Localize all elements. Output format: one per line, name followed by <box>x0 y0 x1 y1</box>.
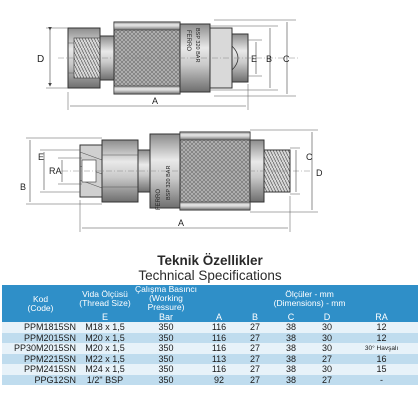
cell-code: PPM2015SN <box>2 333 79 344</box>
header-dimensions <box>201 285 418 312</box>
top-dim-e: E <box>251 54 258 64</box>
cell-ra: 16 <box>345 354 418 365</box>
cell-thread: 1/2" BSP <box>79 375 131 386</box>
bottom-dim-a: A <box>178 218 185 228</box>
cell-pressure: 350 <box>131 375 201 386</box>
header-code-tr: Kod <box>32 293 49 304</box>
cell-b: 27 <box>237 354 273 365</box>
cell-c: 38 <box>273 343 309 354</box>
cell-code: PP30M2015SN <box>2 343 79 354</box>
cell-a: 116 <box>201 322 237 333</box>
header-col-c: C <box>273 312 309 322</box>
table-row <box>2 343 418 354</box>
cell-d: 27 <box>309 354 345 365</box>
top-dim-d: D <box>37 54 45 65</box>
table-row <box>2 375 418 386</box>
bottom-coupling-drawing <box>20 130 323 232</box>
header-dims-en: (Dimensions) - mm <box>273 297 346 308</box>
cell-d: 30 <box>309 364 345 375</box>
cell-code: PPG12SN <box>2 375 79 386</box>
cell-code: PPM2215SN <box>2 354 79 365</box>
cell-a: 113 <box>201 354 237 365</box>
bottom-dim-d: D <box>316 168 323 178</box>
bottom-dim-b: B <box>20 182 27 192</box>
header-col-b: B <box>237 312 273 322</box>
cell-c: 38 <box>273 322 309 333</box>
cell-c: 38 <box>273 333 309 344</box>
top-dim-b: B <box>266 54 273 64</box>
bottom-marking-label: BSP 320 BAR <box>166 165 172 200</box>
cell-d: 27 <box>309 375 345 386</box>
header-pressure-en: (Working Pressure) <box>147 293 185 312</box>
header-col-e: E <box>79 312 131 322</box>
top-dim-c: C <box>283 54 290 64</box>
cell-pressure: 350 <box>131 343 201 354</box>
header-thread-tr: Vida Ölçüsü <box>82 288 128 299</box>
cell-a: 116 <box>201 364 237 375</box>
cell-b: 27 <box>237 322 273 333</box>
cell-ra: 30° Havşalı <box>345 343 418 354</box>
bottom-dim-ra: RA <box>49 166 62 176</box>
cell-pressure: 350 <box>131 333 201 344</box>
cell-c: 38 <box>273 354 309 365</box>
cell-ra: 12 <box>345 322 418 333</box>
cell-thread: M18 x 1,5 <box>79 322 131 333</box>
header-pressure <box>131 285 201 312</box>
header-dims-tr: Ölçüler - mm <box>285 288 334 299</box>
cell-thread: M20 x 1,5 <box>79 333 131 344</box>
cell-b: 27 <box>237 333 273 344</box>
cell-ra: 15 <box>345 364 418 375</box>
cell-d: 30 <box>309 322 345 333</box>
table-row <box>2 364 418 375</box>
header-code <box>2 285 79 322</box>
bottom-dim-e: E <box>38 152 45 162</box>
header-thread <box>79 285 131 312</box>
top-marking-label: BSP 320 BAR <box>194 28 200 63</box>
cell-ra: - <box>345 375 418 386</box>
cell-b: 27 <box>237 343 273 354</box>
header-col-d: D <box>309 312 345 322</box>
spec-table <box>2 285 418 385</box>
cell-c: 38 <box>273 364 309 375</box>
table-row <box>2 322 418 333</box>
cell-d: 30 <box>309 333 345 344</box>
header-col-ra: RA <box>345 312 418 322</box>
cell-thread: M20 x 1,5 <box>79 343 131 354</box>
cell-ra: 12 <box>345 333 418 344</box>
cell-b: 27 <box>237 375 273 386</box>
top-brand-label: FERRO <box>185 30 191 51</box>
cell-a: 116 <box>201 343 237 354</box>
cell-a: 116 <box>201 333 237 344</box>
cell-pressure: 350 <box>131 322 201 333</box>
bottom-brand-label: FERRO <box>156 189 162 210</box>
cell-pressure: 350 <box>131 354 201 365</box>
cell-b: 27 <box>237 364 273 375</box>
table-row <box>2 333 418 344</box>
header-col-a: A <box>201 312 237 322</box>
cell-thread: M22 x 1,5 <box>79 354 131 365</box>
cell-d: 30 <box>309 343 345 354</box>
header-col-bar: Bar <box>131 312 201 322</box>
header-pressure-tr: Çalışma Basıncı <box>135 284 197 294</box>
cell-c: 38 <box>273 375 309 386</box>
top-dim-a: A <box>152 96 159 106</box>
bottom-dim-c: C <box>306 152 313 162</box>
cell-code: PPM2415SN <box>2 364 79 375</box>
header-code-en: (Code) <box>27 302 54 313</box>
cell-thread: M24 x 1,5 <box>79 364 131 375</box>
table-row <box>2 354 418 365</box>
top-coupling-drawing <box>37 20 300 110</box>
title-english: Technical Specifications <box>138 268 282 283</box>
header-thread-en: (Thread Size) <box>79 297 131 308</box>
cell-pressure: 350 <box>131 364 201 375</box>
cell-code: PPM1815SN <box>2 322 79 333</box>
cell-a: 92 <box>201 375 237 386</box>
title-turkish: Teknik Özellikler <box>157 253 263 268</box>
